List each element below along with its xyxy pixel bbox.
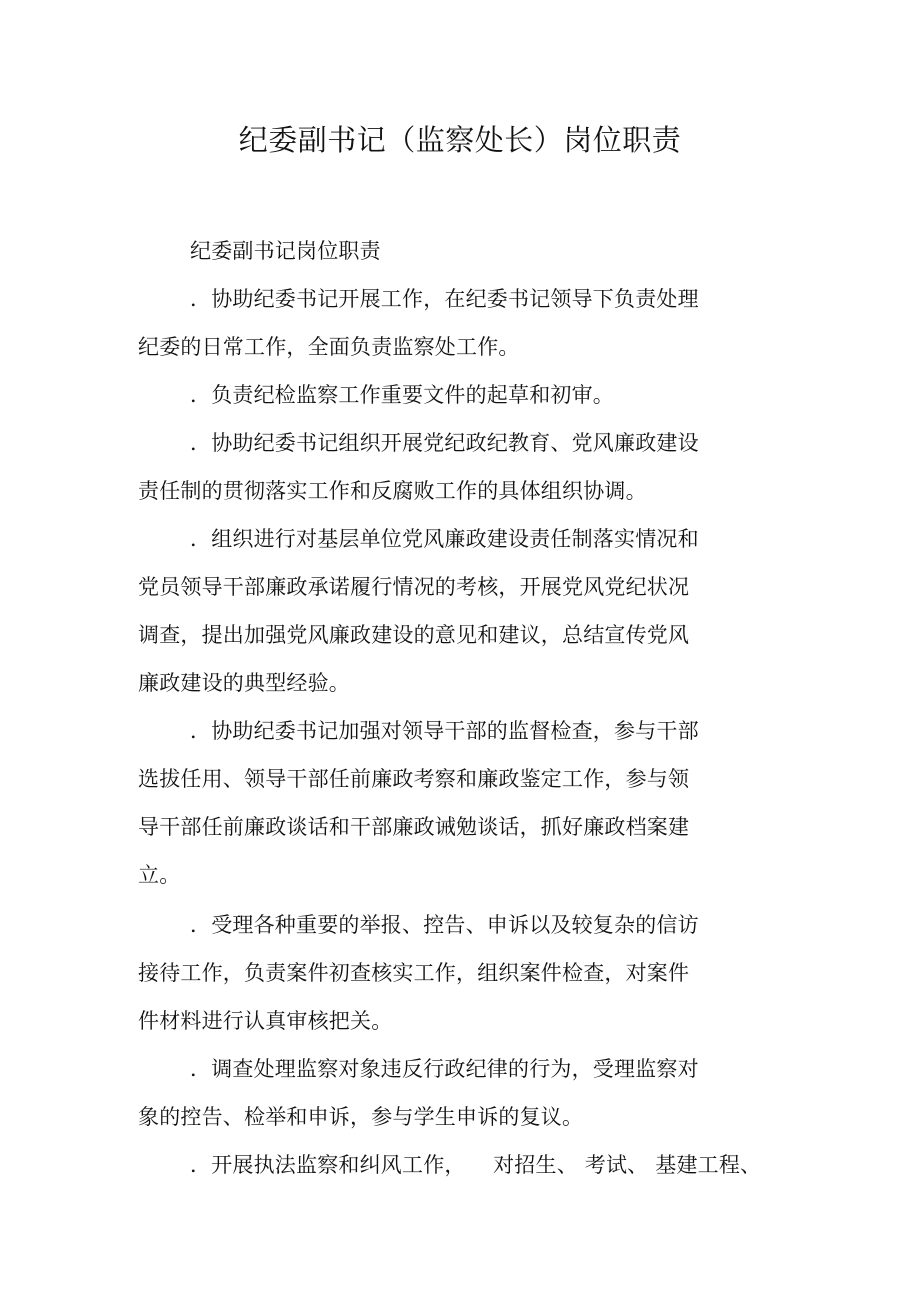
paragraph-line: ．协助纪委书记加强对领导干部的监督检查，参与干部 <box>190 719 699 743</box>
paragraph-line: ．调查处理监察对象违反行政纪律的行为，受理监察对 <box>190 1057 699 1081</box>
paragraph-line: 廉政建设的典型经验。 <box>138 671 350 695</box>
paragraph-line: ．协助纪委书记组织开展党纪政纪教育、党风廉政建设 <box>190 431 699 455</box>
paragraph-line: 纪委的日常工作，全面负责监察处工作。 <box>138 335 520 359</box>
paragraph-line: 调查，提出加强党风廉政建设的意见和建议，总结宣传党风 <box>138 623 690 647</box>
paragraph-line: ．受理各种重要的举报、控告、申诉以及较复杂的信访 <box>190 913 699 937</box>
paragraph-line: 件材料进行认真审核把关。 <box>138 1009 393 1033</box>
paragraph-line: ．协助纪委书记开展工作，在纪委书记领导下负责处理 <box>190 287 699 311</box>
paragraph-line: 立。 <box>138 863 181 887</box>
paragraph-line: ．开展执法监察和纠风工作， 对招生、 考试、 基建工程、 <box>190 1153 762 1177</box>
paragraph-line: 责任制的贯彻落实工作和反腐败工作的具体组织协调。 <box>138 479 647 503</box>
paragraph-line: ．负责纪检监察工作重要文件的起草和初审。 <box>190 383 614 407</box>
paragraph-line: 象的控告、检举和申诉，参与学生申诉的复议。 <box>138 1105 584 1129</box>
paragraph-line: ．组织进行对基层单位党风廉政建设责任制落实情况和 <box>190 527 699 551</box>
section-heading: 纪委副书记岗位职责 <box>190 239 381 263</box>
paragraph-line: 党员领导干部廉政承诺履行情况的考核，开展党风党纪状况 <box>138 575 690 599</box>
paragraph-line: 接待工作，负责案件初查核实工作，组织案件检查，对案件 <box>138 961 690 985</box>
page-title: 纪委副书记（监察处长）岗位职责 <box>238 123 682 157</box>
paragraph-line: 选拔任用、领导干部任前廉政考察和廉政鉴定工作，参与领 <box>138 767 690 791</box>
paragraph-line: 导干部任前廉政谈话和干部廉政诫勉谈话，抓好廉政档案建 <box>138 815 690 839</box>
